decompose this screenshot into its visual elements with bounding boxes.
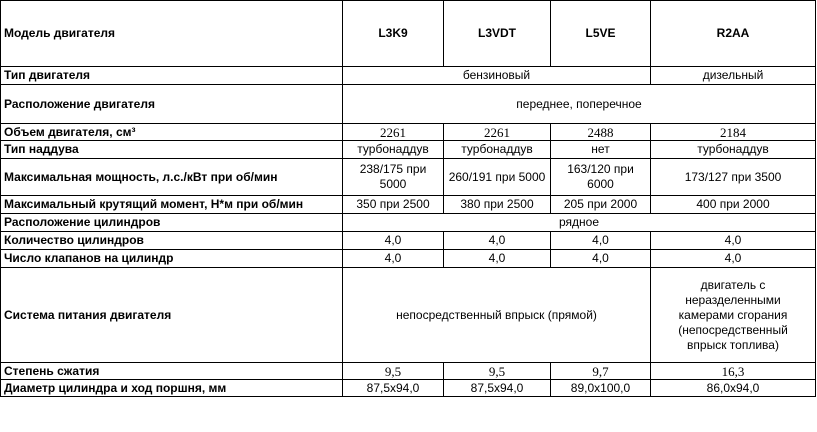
cell-value: турбонаддув [444,141,551,159]
row-power [1,159,816,196]
cell-value: 4,0 [651,232,816,250]
row-cylinder-count [1,232,816,250]
header-label: Модель двигателя [1,1,343,67]
cell-value: 4,0 [444,232,551,250]
cell-value: 400 при 2000 [651,196,816,214]
cell-value: 2261 [444,124,551,141]
cell-value: 173/127 при 3500 [651,159,816,196]
row-engine-type [1,67,816,85]
cell-value: турбонаддув [343,141,444,159]
cell-value: 380 при 2500 [444,196,551,214]
row-label: Степень сжатия [1,363,343,380]
engine-type-petrol: бензиновый [343,67,651,85]
header-row [1,1,816,67]
cell-value: турбонаддув [651,141,816,159]
model-l5ve: L5VE [551,1,651,67]
model-l3vdt: L3VDT [444,1,551,67]
row-compression [1,363,816,380]
row-bore-stroke [1,380,816,397]
cell-value: 350 при 2500 [343,196,444,214]
cell-value: 4,0 [651,250,816,268]
cell-value: 87,5x94,0 [343,380,444,397]
row-label: Объем двигателя, см³ [1,124,343,141]
row-label: Расположение цилиндров [1,214,343,232]
row-label: Тип двигателя [1,67,343,85]
cell-value: 4,0 [444,250,551,268]
row-valves [1,250,816,268]
cell-value: 4,0 [551,250,651,268]
cell-value: 9,7 [551,363,651,380]
cell-value: 2488 [551,124,651,141]
row-fuel-system [1,268,816,363]
cylinder-layout-value: рядное [343,214,816,232]
cell-value: 205 при 2000 [551,196,651,214]
row-label: Число клапанов на цилиндр [1,250,343,268]
cell-value: 89,0x100,0 [551,380,651,397]
cell-value: 86,0x94,0 [651,380,816,397]
cell-value: 238/175 при 5000 [343,159,444,196]
cell-value: 4,0 [343,250,444,268]
cell-value: 163/120 при 6000 [551,159,651,196]
row-label: Система питания двигателя [1,268,343,363]
row-torque [1,196,816,214]
row-label: Максимальная мощность, л.с./кВт при об/мин [1,159,343,196]
engine-type-diesel: дизельный [651,67,816,85]
location-value: переднее, поперечное [343,85,816,124]
model-r2aa: R2AA [651,1,816,67]
cell-value: 16,3 [651,363,816,380]
cell-value: 4,0 [551,232,651,250]
row-label: Максимальный крутящий момент, Н*м при об/мин [1,196,343,214]
fuel-system-diesel: двигатель с неразделенными камерами сгорания (непосредственный впрыск топлива) [651,268,816,363]
row-location [1,85,816,124]
cell-value: 4,0 [343,232,444,250]
row-displacement [1,124,816,141]
cell-value: 2261 [343,124,444,141]
row-cylinder-layout [1,214,816,232]
cell-value: 2184 [651,124,816,141]
fuel-system-petrol: непосредственный впрыск (прямой) [343,268,651,363]
cell-value: нет [551,141,651,159]
cell-value: 9,5 [343,363,444,380]
row-label: Тип наддува [1,141,343,159]
row-label: Количество цилиндров [1,232,343,250]
cell-value: 260/191 при 5000 [444,159,551,196]
row-label: Расположение двигателя [1,85,343,124]
cell-value: 87,5x94,0 [444,380,551,397]
row-boost [1,141,816,159]
cell-value: 9,5 [444,363,551,380]
row-label: Диаметр цилиндра и ход поршня, мм [1,380,343,397]
model-l3k9: L3K9 [343,1,444,67]
